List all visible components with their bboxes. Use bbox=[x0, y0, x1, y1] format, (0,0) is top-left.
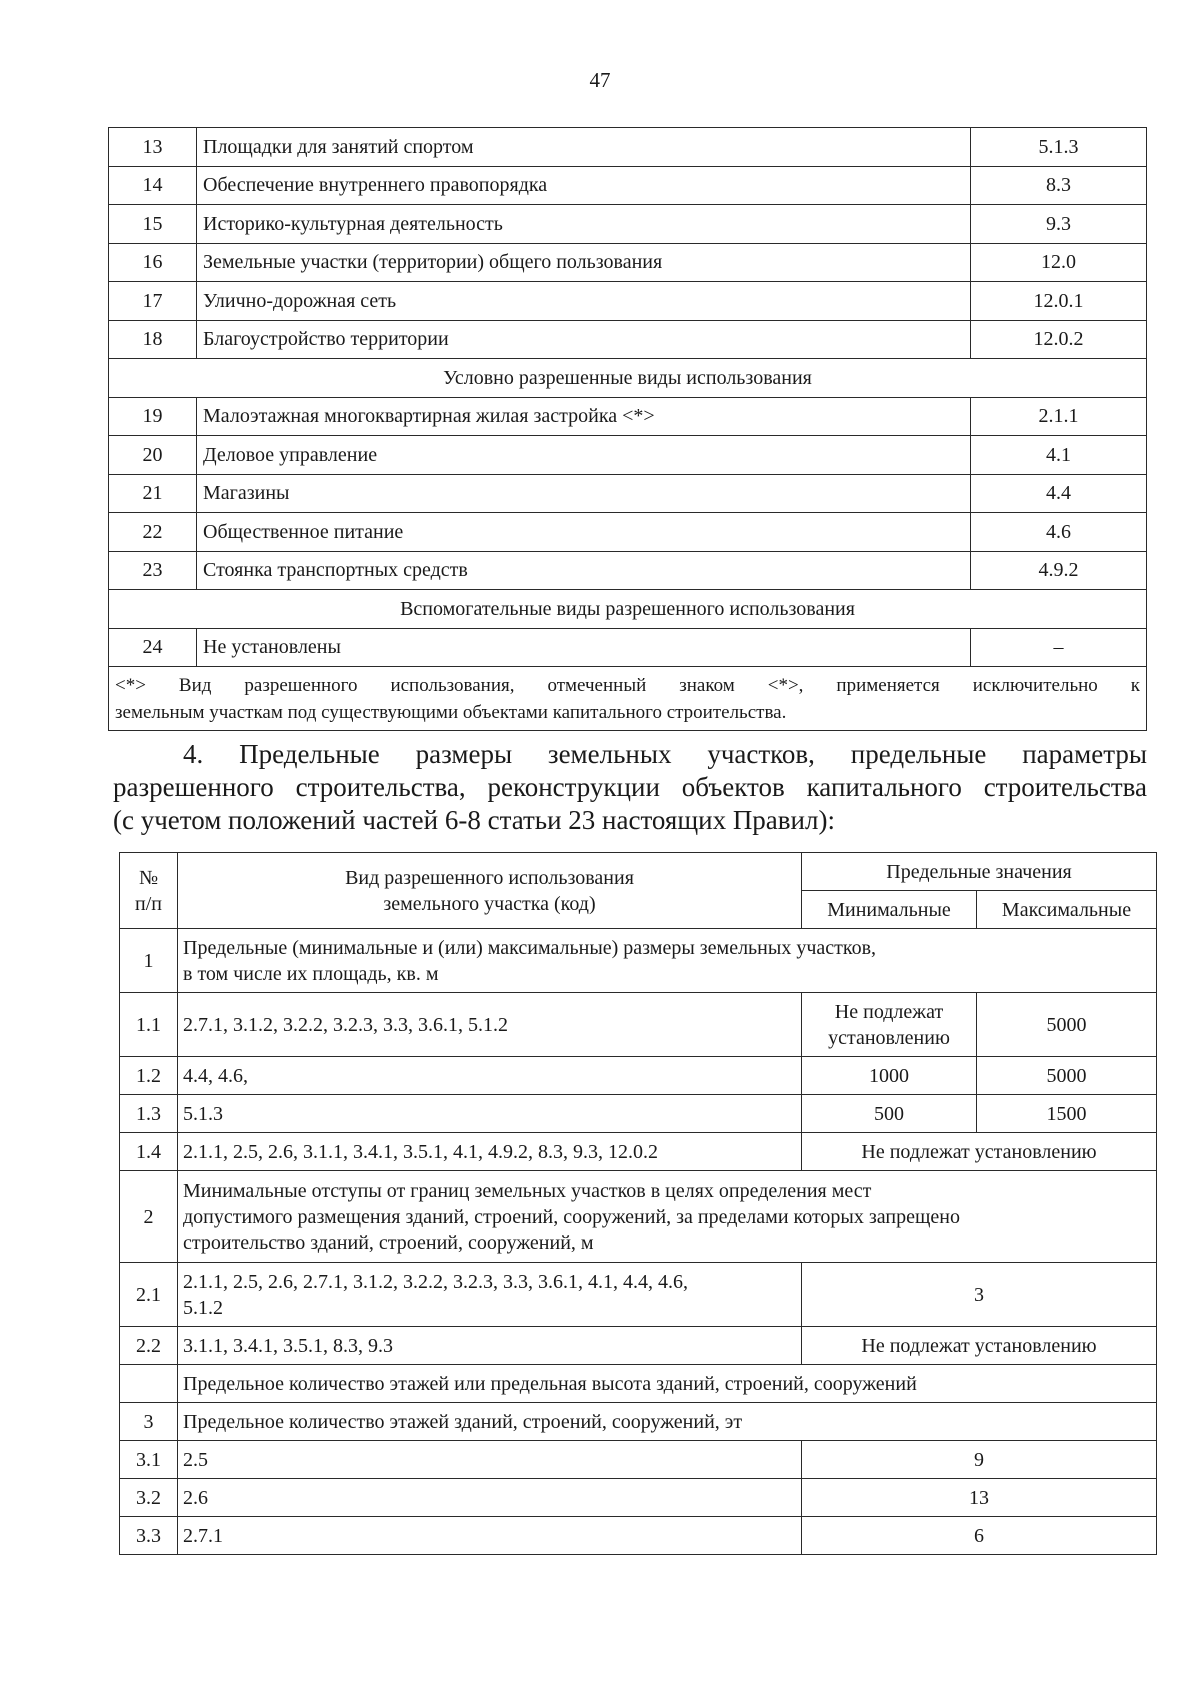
table-row bbox=[109, 205, 1147, 244]
table-row bbox=[109, 474, 1147, 513]
row-number: 16 bbox=[109, 243, 197, 282]
limit-value: 3 bbox=[802, 1263, 1157, 1327]
row-number: 1.1 bbox=[120, 993, 178, 1057]
use-name: Благоустройство территории bbox=[197, 320, 971, 359]
footnote-line1: <*> Вид разрешенного использования, отмеченный знаком <*>, применяется исключительно к bbox=[115, 674, 1140, 696]
section-3-title: Предельное количество этажей зданий, строений, сооружений, эт bbox=[178, 1403, 1157, 1441]
table-row bbox=[109, 397, 1147, 436]
table-row bbox=[120, 1517, 1157, 1555]
table-row bbox=[109, 436, 1147, 475]
use-code: 4.4 bbox=[971, 474, 1147, 513]
use-code: 2.1.1 bbox=[971, 397, 1147, 436]
footnote bbox=[109, 667, 1147, 731]
table-row bbox=[109, 551, 1147, 590]
permitted-uses-table bbox=[108, 127, 1147, 731]
row-number: 1.4 bbox=[120, 1133, 178, 1171]
use-name: Малоэтажная многоквартирная жилая застройка <*> bbox=[197, 397, 971, 436]
row-number: 14 bbox=[109, 166, 197, 205]
row-number: 2.1 bbox=[120, 1263, 178, 1327]
table-row bbox=[120, 993, 1157, 1057]
use-codes: 2.7.1 bbox=[178, 1517, 802, 1555]
table-row bbox=[109, 628, 1147, 667]
table-row bbox=[120, 929, 1157, 993]
use-name: Стоянка транспортных средств bbox=[197, 551, 971, 590]
paragraph-line2: разрешенного строительства, реконструкции объектов капитального строительства bbox=[113, 772, 1147, 802]
table-row bbox=[109, 243, 1147, 282]
table-row bbox=[109, 320, 1147, 359]
table-row bbox=[120, 1479, 1157, 1517]
footnote-line2: земельным участкам под существующими объектами капитального строительства. bbox=[115, 701, 787, 723]
row-number: 20 bbox=[109, 436, 197, 475]
section-header-conditional: Условно разрешенные виды использования bbox=[109, 359, 1147, 398]
use-name: Магазины bbox=[197, 474, 971, 513]
use-codes: 2.1.1, 2.5, 2.6, 3.1.1, 3.4.1, 3.5.1, 4.1, 4.9.2, 8.3, 9.3, 12.0.2 bbox=[178, 1133, 802, 1171]
use-code: 5.1.3 bbox=[971, 128, 1147, 167]
table-row bbox=[120, 1327, 1157, 1365]
main-uses-rows bbox=[109, 128, 1147, 359]
limit-value: 13 bbox=[802, 1479, 1157, 1517]
use-code: 12.0.1 bbox=[971, 282, 1147, 321]
max-value: 5000 bbox=[977, 1057, 1157, 1095]
min-value: Не подлежат установлению bbox=[802, 993, 977, 1057]
use-code: 4.6 bbox=[971, 513, 1147, 552]
use-name: Общественное питание bbox=[197, 513, 971, 552]
table-row bbox=[109, 513, 1147, 552]
row-number: 24 bbox=[109, 628, 197, 667]
header-use-type: Вид разрешенного использования земельного участка (код) bbox=[178, 853, 802, 929]
limit-value: Не подлежат установлению bbox=[802, 1133, 1157, 1171]
row-number: 3 bbox=[120, 1403, 178, 1441]
limit-value: 9 bbox=[802, 1441, 1157, 1479]
table-row bbox=[120, 1133, 1157, 1171]
row-number: 3.3 bbox=[120, 1517, 178, 1555]
header-max: Максимальные bbox=[977, 891, 1157, 929]
use-name: Деловое управление bbox=[197, 436, 971, 475]
use-codes: 2.1.1, 2.5, 2.6, 2.7.1, 3.1.2, 3.2.2, 3.2.3, 3.3, 3.6.1, 4.1, 4.4, 4.6, 5.1.2 bbox=[178, 1263, 802, 1327]
table-row bbox=[109, 166, 1147, 205]
section-heights-title: Предельное количество этажей или предельная высота зданий, строений, сооружений bbox=[178, 1365, 1157, 1403]
row-number: 17 bbox=[109, 282, 197, 321]
row-number: 23 bbox=[109, 551, 197, 590]
table-row bbox=[109, 128, 1147, 167]
use-codes: 5.1.3 bbox=[178, 1095, 802, 1133]
table-row bbox=[120, 1403, 1157, 1441]
section-1-title: Предельные (минимальные и (или) максимальные) размеры земельных участков, в том числе их площадь, кв. м bbox=[178, 929, 1157, 993]
conditional-uses-section bbox=[109, 359, 1147, 398]
table-row bbox=[109, 282, 1147, 321]
min-value: 500 bbox=[802, 1095, 977, 1133]
row-number: 18 bbox=[109, 320, 197, 359]
table-row bbox=[120, 1263, 1157, 1327]
row-number: 22 bbox=[109, 513, 197, 552]
use-codes: 4.4, 4.6, bbox=[178, 1057, 802, 1095]
use-code: 12.0 bbox=[971, 243, 1147, 282]
use-name: Не установлены bbox=[197, 628, 971, 667]
use-code: – bbox=[971, 628, 1147, 667]
paragraph-line3: (с учетом положений частей 6-8 статьи 23 настоящих Правил): bbox=[113, 805, 835, 835]
table-row bbox=[120, 1095, 1157, 1133]
row-number: 2.2 bbox=[120, 1327, 178, 1365]
row-number: 13 bbox=[109, 128, 197, 167]
use-code: 4.9.2 bbox=[971, 551, 1147, 590]
row-number: 3.1 bbox=[120, 1441, 178, 1479]
use-codes: 2.6 bbox=[178, 1479, 802, 1517]
row-number-empty bbox=[120, 1365, 178, 1403]
use-code: 9.3 bbox=[971, 205, 1147, 244]
auxiliary-uses-rows bbox=[109, 628, 1147, 667]
row-number: 2 bbox=[120, 1171, 178, 1263]
use-codes: 2.7.1, 3.1.2, 3.2.2, 3.2.3, 3.3, 3.6.1, 5.1.2 bbox=[178, 993, 802, 1057]
table-row bbox=[120, 1057, 1157, 1095]
row-number: 3.2 bbox=[120, 1479, 178, 1517]
max-value: 5000 bbox=[977, 993, 1157, 1057]
use-code: 12.0.2 bbox=[971, 320, 1147, 359]
use-name: Улично-дорожная сеть bbox=[197, 282, 971, 321]
use-code: 4.1 bbox=[971, 436, 1147, 475]
row-number: 1.2 bbox=[120, 1057, 178, 1095]
limit-value: 6 bbox=[802, 1517, 1157, 1555]
use-name: Обеспечение внутреннего правопорядка bbox=[197, 166, 971, 205]
use-codes: 2.5 bbox=[178, 1441, 802, 1479]
row-number: 19 bbox=[109, 397, 197, 436]
section-4-paragraph bbox=[113, 738, 1147, 837]
min-value: 1000 bbox=[802, 1057, 977, 1095]
header-min: Минимальные bbox=[802, 891, 977, 929]
use-code: 8.3 bbox=[971, 166, 1147, 205]
table-row bbox=[120, 1365, 1157, 1403]
header-number: № п/п bbox=[120, 853, 178, 929]
paragraph-line1: 4. Предельные размеры земельных участков, предельные параметры bbox=[183, 739, 1147, 769]
section-header-auxiliary: Вспомогательные виды разрешенного использования bbox=[109, 590, 1147, 629]
use-name: Историко-культурная деятельность bbox=[197, 205, 971, 244]
max-value: 1500 bbox=[977, 1095, 1157, 1133]
header-limit-values: Предельные значения bbox=[802, 853, 1157, 891]
limit-parameters-table bbox=[119, 852, 1157, 1555]
conditional-uses-rows bbox=[109, 397, 1147, 590]
row-number: 1 bbox=[120, 929, 178, 993]
table-row bbox=[120, 1441, 1157, 1479]
use-codes: 3.1.1, 3.4.1, 3.5.1, 8.3, 9.3 bbox=[178, 1327, 802, 1365]
row-number: 21 bbox=[109, 474, 197, 513]
auxiliary-uses-section bbox=[109, 590, 1147, 629]
table-row bbox=[120, 1171, 1157, 1263]
use-name: Площадки для занятий спортом bbox=[197, 128, 971, 167]
row-number: 15 bbox=[109, 205, 197, 244]
page-number: 47 bbox=[589, 68, 611, 92]
limit-value: Не подлежат установлению bbox=[802, 1327, 1157, 1365]
section-2-title: Минимальные отступы от границ земельных участков в целях определения мест допустимого размещения зданий, строений, сооружений, за пределами которых запрещено строительство зданий, строений, сооружений, м bbox=[178, 1171, 1157, 1263]
row-number: 1.3 bbox=[120, 1095, 178, 1133]
use-name: Земельные участки (территории) общего пользования bbox=[197, 243, 971, 282]
